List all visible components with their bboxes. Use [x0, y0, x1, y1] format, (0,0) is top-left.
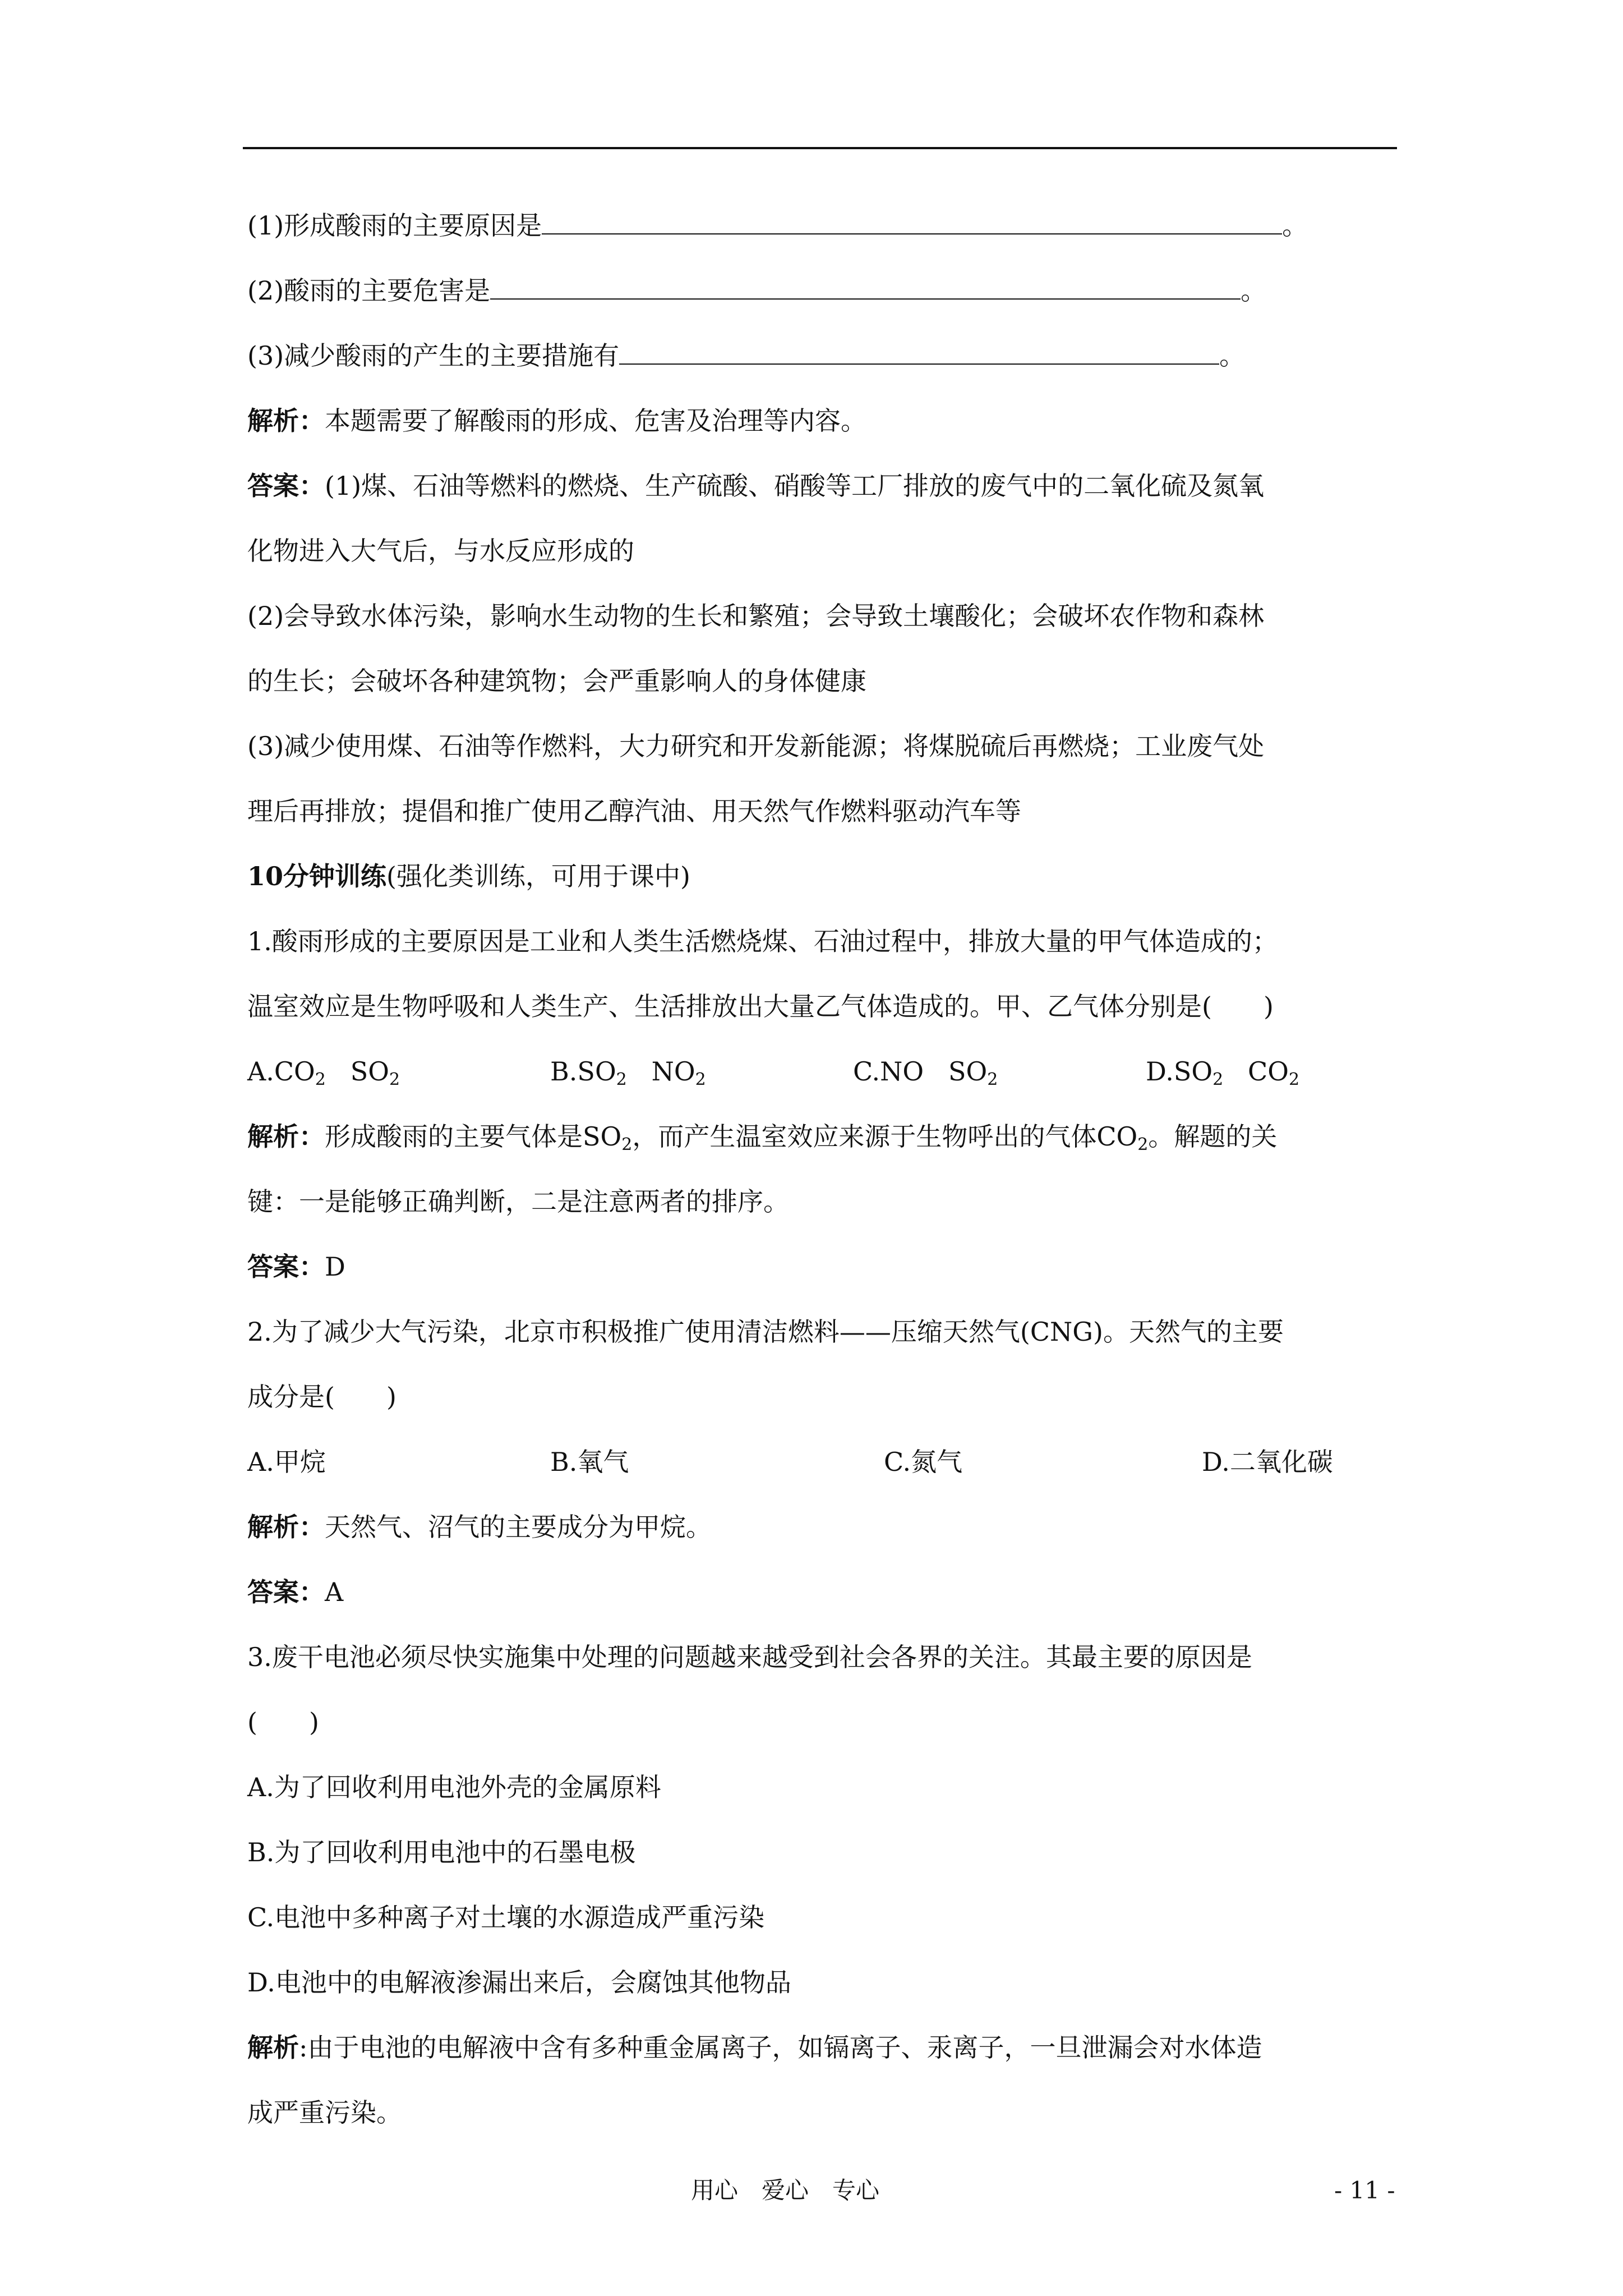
question-line-2: (2)酸雨的主要危害是 。 [247, 275, 1267, 306]
question-line-3: (3)减少酸雨的产生的主要措施有 。 [247, 341, 1246, 371]
footer-motto: 用心 爱心 专心 [691, 2177, 880, 2204]
q2-analysis: 解析：天然气、沼气的主要成分为甲烷。 [247, 1512, 712, 1542]
q1-answer: 答案：D [247, 1251, 345, 1282]
q3-analysis-line-2: 成严重污染。 [247, 2097, 402, 2128]
section-title: 10分钟训练(强化类训练，可用于课中) [247, 861, 690, 891]
q1-analysis-line-1: 解析：形成酸雨的主要气体是$SO_2$，而产生温室效应来源于生物呼出的气体$CO_2$。解题的关 [247, 1121, 1278, 1154]
page-number: - 11 - [1334, 2177, 1395, 2204]
q1-option-c: C.NO $SO_2$ [853, 1056, 998, 1089]
q1-line-1: 1.酸雨形成的主要原因是工业和人类生活燃烧煤、石油过程中，排放大量的甲气体造成的； [247, 926, 1278, 956]
q3-line-1: 3.废干电池必须尽快实施集中处理的问题越来越受到社会各界的关注。其最主要的原因是 [247, 1642, 1252, 1672]
answer-0-line-1: 答案：(1)煤、石油等燃料的燃烧、生产硫酸、硝酸等工厂排放的废气中的二氧化硫及氮氧 [247, 471, 1265, 501]
q2-option-d: D.二氧化碳 [1202, 1447, 1333, 1477]
q3-option-d: D.电池中的电解液渗漏出来后，会腐蚀其他物品 [247, 1967, 791, 1998]
answer-0-line-3: (2)会导致水体污染，影响水生动物的生长和繁殖；会导致土壤酸化；会破坏农作物和森林 [247, 601, 1265, 631]
q3-option-a: A.为了回收利用电池外壳的金属原料 [247, 1772, 661, 1802]
q3-analysis-line-1: 解析:由于电池的电解液中含有多种重金属离子，如镉离子、汞离子，一旦泄漏会对水体造 [247, 2032, 1262, 2063]
q2-options [247, 1446, 1391, 1478]
answer-0-line-5: (3)减少使用煤、石油等作燃料，大力研究和开发新能源；将煤脱硫后再燃烧；工业废气处 [247, 731, 1265, 761]
page-content [247, 209, 1391, 2161]
answer-0-line-6: 理后再排放；提倡和推广使用乙醇汽油、用天然气作燃料驱动汽车等 [247, 796, 1021, 826]
q2-line-1: 2.为了减少大气污染，北京市积极推广使用清洁燃料——压缩天然气(CNG)。天然气的主要 [247, 1317, 1284, 1347]
q1-option-b: $B.SO_2$ $NO_2$ [550, 1056, 706, 1089]
answer-0-line-2: 化物进入大气后，与水反应形成的 [247, 536, 634, 566]
question-line-1: (1)形成酸雨的主要原因是 。 [247, 210, 1308, 241]
analysis-0: 解析：本题需要了解酸雨的形成、危害及治理等内容。 [247, 406, 866, 436]
q1-line-2: 温室效应是生物呼吸和人类生产、生活排放出大量乙气体造成的。甲、乙气体分别是( ) [247, 991, 1274, 1022]
q2-option-a: A.甲烷 [247, 1447, 326, 1477]
answer-blank [490, 276, 1241, 300]
answer-0-line-4: 的生长；会破坏各种建筑物；会严重影响人的身体健康 [247, 666, 866, 696]
q3-option-c: C.电池中多种离子对土壤的水源造成严重污染 [247, 1902, 765, 1932]
q1-options [247, 1055, 1391, 1088]
q1-analysis-line-2: 键：一是能够正确判断，二是注意两者的排序。 [247, 1186, 789, 1217]
header-rule [243, 147, 1397, 149]
answer-blank [542, 211, 1282, 234]
q2-option-c: C.氮气 [884, 1447, 963, 1477]
q3-option-b: B.为了回收利用电池中的石墨电极 [247, 1837, 636, 1867]
q1-option-a: $A.CO_2$ $SO_2$ [247, 1056, 400, 1089]
q2-line-2: 成分是( ) [247, 1382, 396, 1412]
q3-line-2: ( ) [247, 1707, 319, 1737]
answer-blank [619, 341, 1219, 365]
q2-option-b: B.氧气 [550, 1447, 629, 1477]
q1-option-d: $D.SO_2$ $CO_2$ [1146, 1056, 1300, 1089]
q2-answer: 答案：A [247, 1577, 344, 1607]
